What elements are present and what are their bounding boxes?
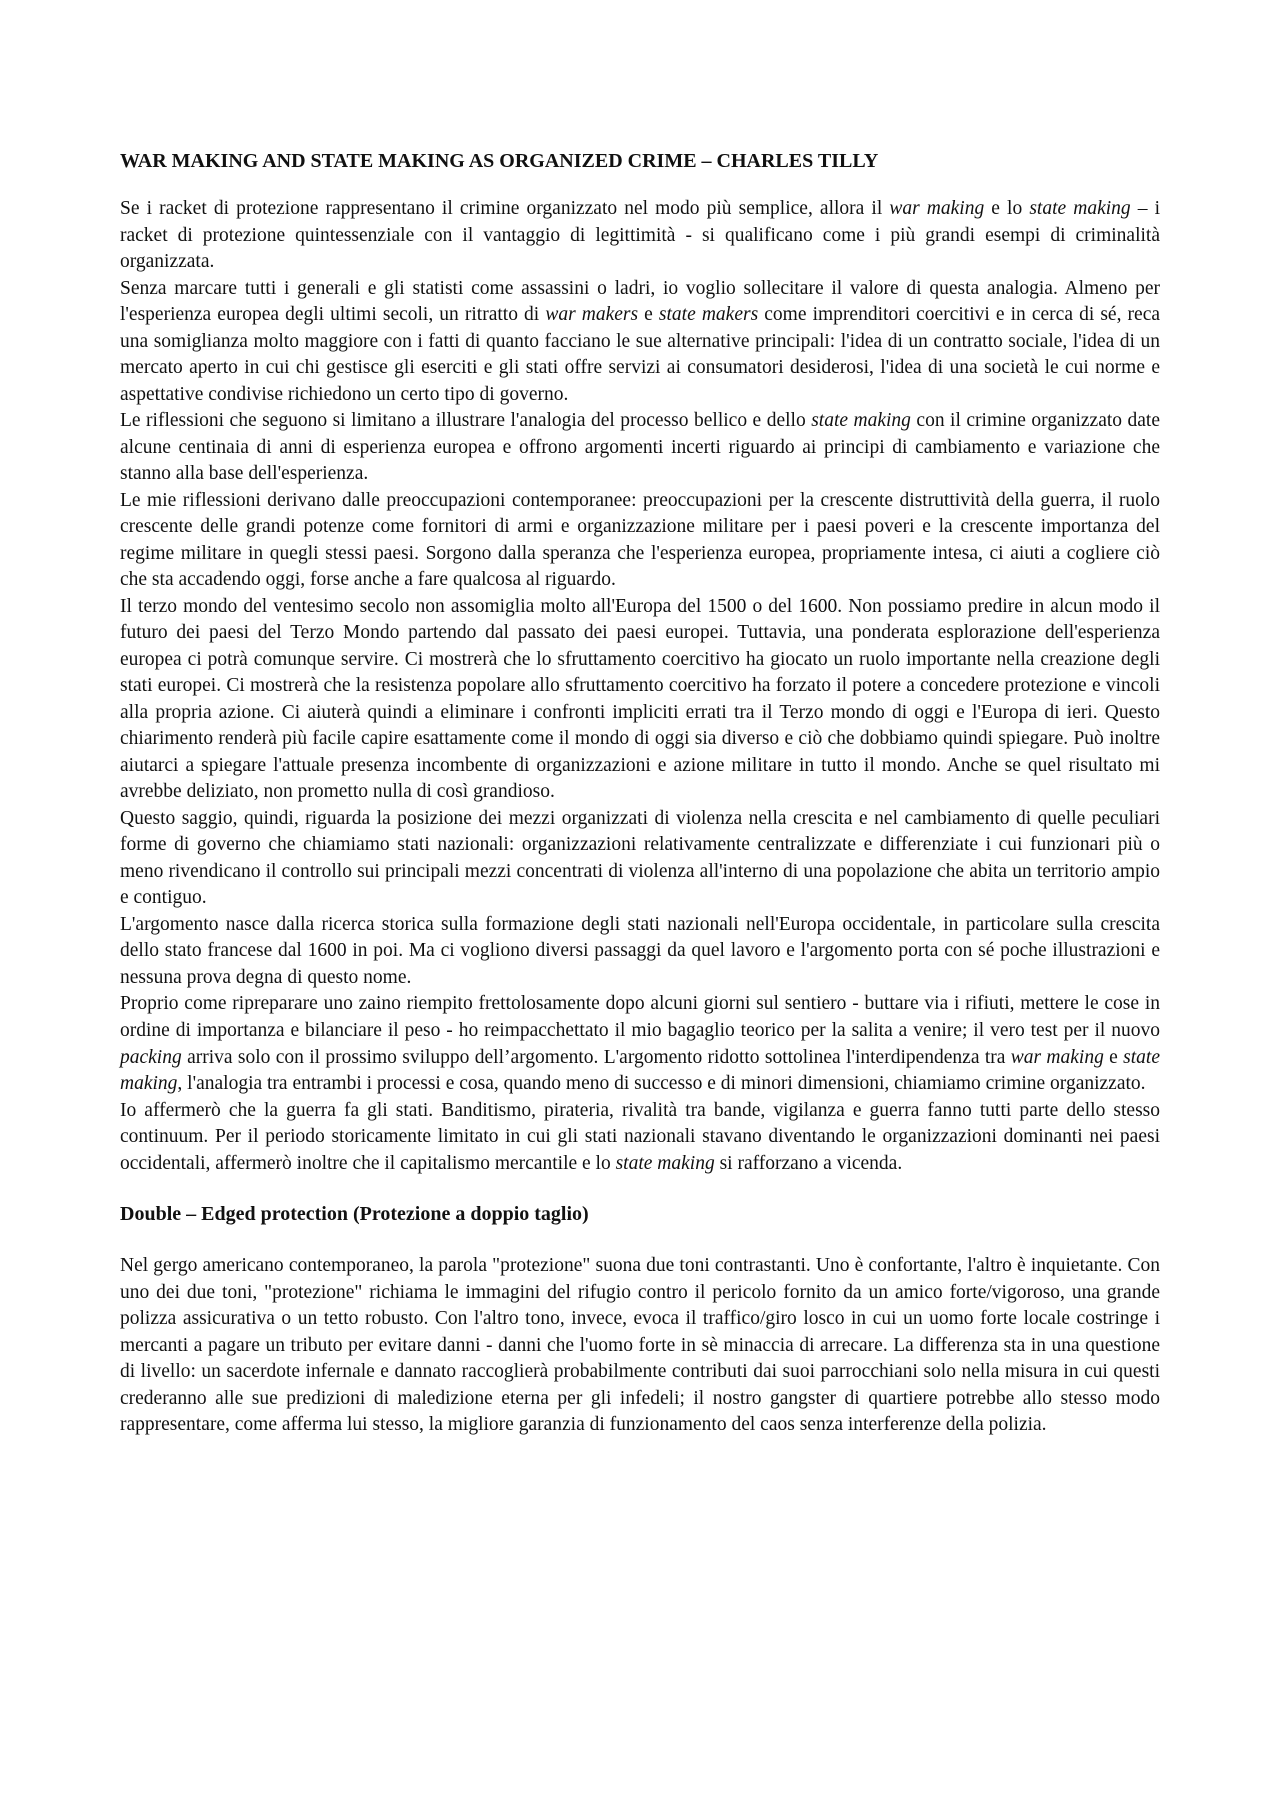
- italic-term: war making: [1010, 1046, 1104, 1068]
- text-run: e lo: [984, 198, 1030, 219]
- section-body: [120, 1253, 1160, 1439]
- paragraph: [120, 196, 1160, 276]
- italic-term: state making: [615, 1152, 715, 1174]
- italic-term: war making: [889, 198, 985, 219]
- text-run: arriva solo con il prossimo sviluppo dell’argomento. L'argomento ridotto sottolinea l'interdipendenza tra: [181, 1046, 1011, 1068]
- italic-term: state makers: [658, 304, 759, 326]
- paragraph: [120, 991, 1160, 1097]
- document-body: [120, 196, 1160, 1177]
- text-run: come imprenditori coercitivi e in cerca di sé, reca una somiglianza molto maggiore con i fatti di quanto facciano le sue alternative principali: l'idea di un contratto sociale, l'idea di un mercato aperto in cui chi gestisce gli eserciti e gli stati offre servizi ai consumatori desiderosi, l'idea di una società le cui norme e aspettative condivise richiedono un certo tipo di governo.: [120, 304, 1161, 405]
- text-run: Il terzo mondo del ventesimo secolo non assomiglia molto all'Europa del 1500 o del 1600. Non possiamo predire in alcun modo il futuro dei paesi del Terzo Mondo partendo dal passato dei paesi europei. Tuttavia, una ponderata esplorazione dell'esperienza europea ci potrà comunque servire. Ci mostrerà che lo sfruttamento coercitivo ha giocato un ruolo importante nella creazione degli stati europei. Ci mostrerà che la resistenza popolare allo sfruttamento coercitivo ha forzato il potere a concedere protezione e vincoli alla propria azione. Ci aiuterà quindi a eliminare i confronti impliciti errati tra il Terzo mondo di oggi e l'Europa di ieri. Questo chiarimento renderà più facile capire esattamente come il mondo di oggi sia diverso e ciò che dobbiamo quindi spiegare. Può inoltre aiutarci a spiegare l'attuale presenza incombente di organizzazioni e azione militare in tutto il mondo. Anche se quel risultato mi avrebbe deliziato, non prometto nulla di così grandioso.: [120, 595, 1160, 803]
- italic-term: state making: [1029, 198, 1131, 219]
- document-title: WAR MAKING AND STATE MAKING AS ORGANIZED CRIME – CHARLES TILLY: [120, 150, 879, 172]
- text-run: Le riflessioni che seguono si limitano a illustrare l'analogia del processo bellico e dello: [120, 410, 812, 432]
- paragraph: [120, 408, 1160, 488]
- paragraph: [120, 806, 1160, 912]
- text-run: Senza marcare tutti i generali e gli statisti come assassini o ladri, io voglio sollecitare il valore di questa analogia. Almeno per l'esperienza europea degli ultimi secoli, un ritratto di: [120, 277, 1160, 326]
- paragraph: [120, 1098, 1160, 1178]
- paragraph: [120, 1253, 1160, 1439]
- paragraph: [120, 912, 1160, 992]
- italic-term: state making: [811, 410, 911, 432]
- text-run: Se i racket di protezione rappresentano il crimine organizzato nel modo più semplice, allora il: [120, 198, 890, 219]
- document-page: [120, 148, 1160, 1439]
- paragraph: [120, 488, 1160, 594]
- text-run: Questo saggio, quindi, riguarda la posizione dei mezzi organizzati di violenza nella crescita e nel cambiamento di quelle peculiari forme di governo che chiamiamo stati nazionali: organizzazioni relativamente centralizzate e differenziate i cui funzionari più o meno rivendicano il controllo sui principali mezzi concentrati di violenza all'interno di una popolazione che abita un territorio ampio e contiguo.: [120, 807, 1160, 909]
- text-run: Proprio come ripreparare uno zaino riempito frettolosamente dopo alcuni giorni sul sentiero - buttare via i rifiuti, mettere le cose in ordine di importanza e bilanciare il peso - ho reimpacchettato il mio bagaglio teorico per la salita a venire; il vero test per il nuovo: [120, 993, 1160, 1041]
- italic-term: war makers: [545, 304, 639, 326]
- text-run: L'argomento nasce dalla ricerca storica sulla formazione degli stati nazionali nell'Europa occidentale, in particolare sulla crescita dello stato francese dal 1600 in poi. Ma ci vogliono diversi passaggi da quel lavoro e l'argomento porta con sé poche illustrazioni e nessuna prova degna di questo nome.: [120, 913, 1160, 988]
- text-run: , l'analogia tra entrambi i processi e cosa, quando meno di successo e di minori dimensioni, chiamiamo crimine organizzato.: [177, 1073, 1146, 1095]
- text-run: Io affermerò che la guerra fa gli stati. Banditismo, pirateria, rivalità tra bande, vigilanza e guerra fanno tutti parte dello stesso continuum. Per il periodo storicamente limitato in cui gli stati nazionali stavano diventando le organizzazioni dominanti nei paesi occidentali, affermerò inoltre che il capitalismo mercantile e lo: [120, 1099, 1160, 1174]
- text-run: e: [638, 304, 659, 326]
- paragraph: [120, 276, 1160, 409]
- text-run: – i racket di protezione quintessenziale con il vantaggio di legittimità - si qualificano come i più grandi esempi di criminalità organizzata.: [120, 198, 1161, 273]
- italic-term: packing: [120, 1046, 182, 1068]
- text-run: e: [1103, 1046, 1124, 1068]
- text-run: Nel gergo americano contemporaneo, la parola "protezione" suona due toni contrastanti. Uno è confortante, l'altro è inquietante. Con uno dei due toni, "protezione" richiama le immagini del rifugio contro il pericolo fornito da un amico forte/vigoroso, una grande polizza assicurativa o un tetto robusto. Con l'altro tono, invece, evoca il traffico/giro losco in cui un uomo forte locale costringe i mercanti a pagare un tributo per evitare danni - danni che l'uomo forte in sè minaccia di arrecare. La differenza sta in una questione di livello: un sacerdote infernale e dannato raccoglierà probabilmente contributi dai suoi parrocchiani solo nella misura in cui questi crederanno alle sue predizioni di maledizione eterna per gli infedeli; il nostro gangster di quartiere potrebbe allo stesso modo rappresentare, come afferma lui stesso, la migliore garanzia di funzionamento del caos senza interferenze della polizia.: [120, 1255, 1160, 1436]
- text-run: si rafforzano a vicenda.: [714, 1152, 903, 1174]
- italic-term: state making: [120, 1046, 1161, 1095]
- paragraph: [120, 594, 1160, 806]
- section-heading: Double – Edged protection (Protezione a doppio taglio): [120, 1203, 589, 1226]
- text-run: con il crimine organizzato date alcune centinaia di anni di esperienza europea e offrono argomenti incerti riguardo ai principi di cambiamento e variazione che stanno alla base dell'esperienza.: [120, 410, 1160, 485]
- text-run: Le mie riflessioni derivano dalle preoccupazioni contemporanee: preoccupazioni per la crescente distruttività della guerra, il ruolo crescente delle grandi potenze come fornitori di armi e organizzazione militare per i paesi poveri e la crescente importanza del regime militare in quegli stessi paesi. Sorgono dalla speranza che l'esperienza europea, propriamente intesa, ci aiuti a cogliere ciò che sta accadendo oggi, forse anche a fare qualcosa al riguardo.: [120, 489, 1160, 591]
